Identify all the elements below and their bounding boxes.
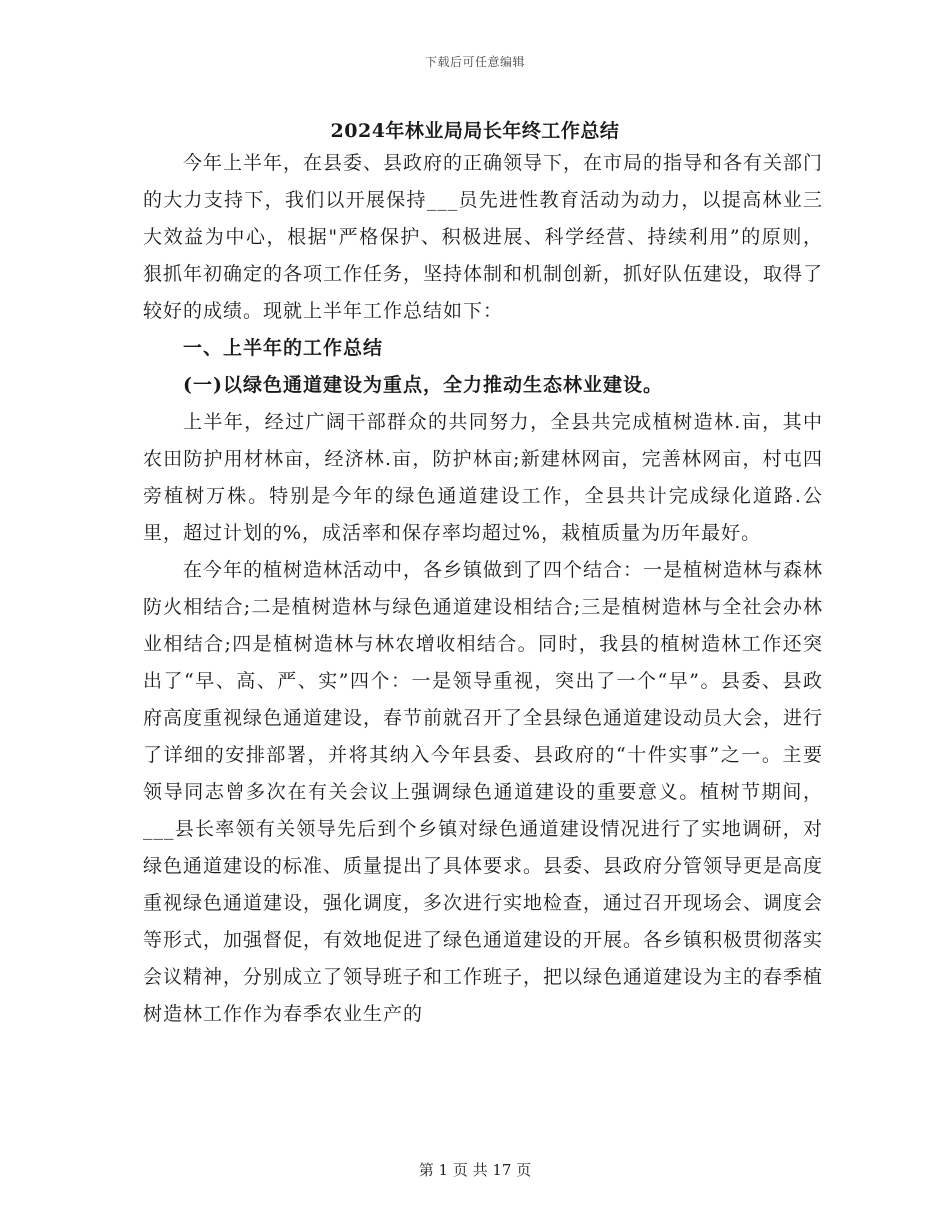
page-footer: 第 1 页 共 17 页 — [418, 1161, 532, 1179]
document-title: 2024年林业局局长年终工作总结 — [330, 120, 620, 142]
header-note: 下载后可任意编辑 — [424, 55, 525, 69]
document-body — [143, 145, 823, 1033]
intro-paragraph: 今年上半年，在县委、县政府的正确领导下，在市局的指导和各有关部门的大力支持下，我们以开展保持___员先进性教育活动为动力，以提高林业三大效益为中心，根据"严格保护、积极进展、科学经营、持续利用”的原则，狠抓年初确定的各项工作任务，坚持体制和机制创新，抓好队伍建设，取得了较好的成绩。现就上半年工作总结如下： — [143, 152, 824, 322]
section-heading: 一、上半年的工作总结 — [183, 337, 384, 359]
body-paragraph: 上半年，经过广阔干部群众的共同努力，全县共完成植树造林.亩，其中农田防护用材林亩，经济林.亩，防护林亩;新建林网亩，完善林网亩，村屯四旁植树万株。特别是今年的绿色通道建设工作，全县共计完成绿化道路.公里，超过计划的%，成活率和保存率均超过%，栽植质量为历年最好。 — [143, 411, 823, 544]
subsection-heading: (一)以绿色通道建设为重点，全力推动生态林业建设。 — [183, 374, 663, 396]
body-paragraph: 在今年的植树造林活动中，各乡镇做到了四个结合：一是植树造林与森林防火相结合;二是植树造林与绿色通道建设相结合;三是植树造林与全社会办林业相结合;四是植树造林与林农增收相结合。同时，我县的植树造林工作还突出了“早、高、严、实”四个：一是领导重视，突出了一个“早”。县委、县政府高度重视绿色通道建设，春节前就召开了全县绿色通道建设动员大会，进行了详细的安排部署，并将其纳入今年县委、县政府的“十件实事”之一。主要领导同志曾多次在有关会议上强调绿色通道建设的重要意义。植树节期间，___县长率领有关领导先后到个乡镇对绿色通道建设情况进行了实地调研，对绿色通道建设的标准、质量提出了具体要求。县委、县政府分管领导更是高度重视绿色通道建设，强化调度，多次进行实地检查，通过召开现场会、调度会等形式，加强督促，有效地促进了绿色通道建设的开展。各乡镇积极贯彻落实会议精神，分别成立了领导班子和工作班子，把以绿色通道建设为主的春季植树造林工作作为春季农业生产的 — [143, 559, 824, 1025]
